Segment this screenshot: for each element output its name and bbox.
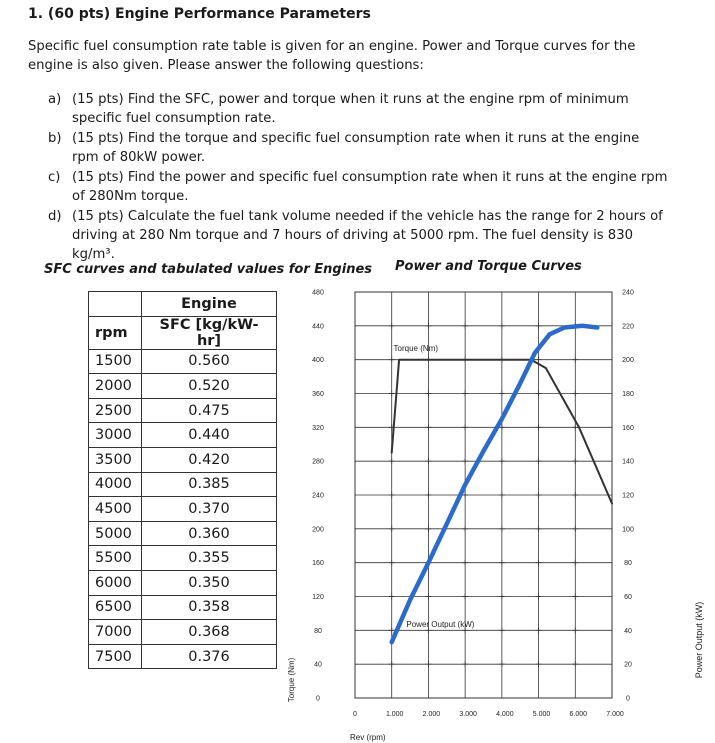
question-item	[48, 168, 668, 206]
table-row	[89, 447, 277, 472]
sfc-cell: 0.560	[142, 349, 277, 374]
table-row	[89, 595, 277, 620]
y-left-tick-label: 40	[314, 661, 322, 669]
rpm-cell: 1500	[89, 349, 142, 374]
x-tick-label: 2.000	[422, 711, 441, 718]
question-item	[48, 207, 668, 264]
question-text: (15 pts) Find the torque and specific fuel consumption rate when it runs at the engine rpm of 80kW power.	[72, 131, 640, 165]
sfc-cell: 0.420	[142, 447, 277, 472]
y-left-tick-label: 440	[312, 323, 324, 331]
table-header-engine: Engine	[142, 292, 277, 317]
x-tick-label: 7.000	[606, 711, 624, 718]
sfc-caption: SFC curves and tabulated values for Engines	[44, 262, 373, 277]
table-row	[89, 398, 277, 423]
table-header-sfc: SFC [kg/kW-hr]	[142, 316, 277, 349]
y-left-tick-label: 80	[314, 627, 322, 635]
y-left-tick-label: 280	[312, 458, 324, 466]
question-label: c)	[48, 170, 61, 185]
question-item	[48, 90, 668, 128]
rpm-cell: 7000	[89, 620, 142, 645]
power-curve	[392, 326, 598, 642]
sfc-cell: 0.520	[142, 374, 277, 399]
table-header-rpm: rpm	[89, 316, 142, 349]
y-right-tick-label: 0	[626, 695, 630, 703]
sfc-cell: 0.475	[142, 398, 277, 423]
sfc-cell: 0.370	[142, 497, 277, 522]
rpm-cell: 2500	[89, 398, 142, 423]
x-tick-label: 0	[353, 711, 357, 718]
problem-intro: Specific fuel consumption rate table is given for an engine. Power and Torque curves for the engine is also given. Please answer the following questions:	[28, 39, 636, 73]
rpm-cell: 2000	[89, 374, 142, 399]
table-row	[89, 620, 277, 645]
y-right-tick-label: 20	[624, 661, 632, 669]
y-left-axis-title: Torque (Nm)	[287, 657, 296, 703]
question-text: (15 pts) Calculate the fuel tank volume needed if the vehicle has the range for 2 hours of driving at 280 Nm torque and 7 hours of driving at 5000 rpm. The fuel density is 830 kg/m³.	[72, 209, 663, 262]
y-left-tick-label: 320	[312, 424, 324, 432]
rpm-cell: 5500	[89, 546, 142, 571]
sfc-cell: 0.368	[142, 620, 277, 645]
series-annotation: Power Output (kW)	[406, 619, 475, 629]
x-tick-label: 6.000	[569, 711, 588, 718]
table-row	[89, 497, 277, 522]
rpm-cell: 4500	[89, 497, 142, 522]
y-right-tick-label: 180	[622, 391, 634, 398]
y-left-tick-label: 480	[312, 289, 324, 297]
rpm-cell: 5000	[89, 521, 142, 546]
y-left-tick-label: 0	[316, 695, 320, 703]
y-left-tick-label: 240	[312, 492, 324, 500]
sfc-cell: 0.376	[142, 644, 277, 669]
y-left-tick-label: 160	[312, 560, 324, 568]
y-right-tick-label: 120	[622, 492, 634, 500]
y-right-tick-label: 60	[624, 594, 632, 601]
y-right-axis-title: Power Output (kW)	[694, 601, 704, 679]
y-right-tick-label: 140	[622, 458, 634, 466]
table-row	[89, 374, 277, 399]
question-label: b)	[48, 131, 62, 146]
x-axis-title: Rev (rpm)	[350, 733, 386, 742]
y-left-tick-label: 200	[312, 526, 324, 534]
y-right-tick-label: 40	[624, 627, 632, 635]
chart-caption: Power and Torque Curves	[395, 259, 582, 274]
rpm-cell: 6000	[89, 570, 142, 595]
sfc-cell: 0.440	[142, 423, 277, 448]
y-right-tick-label: 160	[622, 424, 634, 432]
y-right-tick-label: 200	[622, 357, 634, 365]
question-item	[48, 129, 668, 167]
x-tick-label: 1.000	[385, 711, 404, 718]
y-left-tick-label: 360	[312, 391, 324, 398]
y-right-tick-label: 240	[622, 289, 634, 297]
table-row	[89, 546, 277, 571]
y-right-tick-label: 100	[622, 526, 634, 534]
y-left-tick-label: 400	[312, 357, 324, 365]
table-row	[89, 349, 277, 374]
power-torque-chart	[280, 280, 715, 743]
table-row	[89, 570, 277, 595]
question-label: d)	[48, 209, 62, 224]
rpm-cell: 6500	[89, 595, 142, 620]
question-text: (15 pts) Find the power and specific fuel consumption rate when it runs at the engine rpm of 280Nm torque.	[72, 170, 668, 204]
rpm-cell: 3500	[89, 447, 142, 472]
table-row	[89, 521, 277, 546]
sfc-cell: 0.358	[142, 595, 277, 620]
question-text: (15 pts) Find the SFC, power and torque when it runs at the engine rpm of minimum specific fuel consumption rate.	[72, 92, 629, 126]
sfc-cell: 0.350	[142, 570, 277, 595]
y-left-tick-label: 120	[312, 594, 324, 601]
series-annotation: Torque (Nm)	[393, 344, 439, 354]
y-right-tick-label: 220	[622, 323, 634, 331]
x-tick-label: 5.000	[532, 711, 551, 718]
y-right-tick-label: 80	[624, 560, 632, 568]
sfc-cell: 0.355	[142, 546, 277, 571]
sfc-table	[88, 291, 277, 669]
table-row	[89, 423, 277, 448]
sfc-cell: 0.360	[142, 521, 277, 546]
table-row	[89, 644, 277, 669]
sfc-cell: 0.385	[142, 472, 277, 497]
rpm-cell: 3000	[89, 423, 142, 448]
rpm-cell: 4000	[89, 472, 142, 497]
table-row	[89, 472, 277, 497]
x-tick-label: 3.000	[459, 711, 477, 718]
table-header-blank	[89, 292, 142, 317]
rpm-cell: 7500	[89, 644, 142, 669]
question-label: a)	[48, 92, 62, 107]
question-list	[48, 90, 668, 265]
problem-heading: 1. (60 pts) Engine Performance Parameters	[28, 6, 371, 22]
x-tick-label: 4.000	[496, 711, 514, 718]
